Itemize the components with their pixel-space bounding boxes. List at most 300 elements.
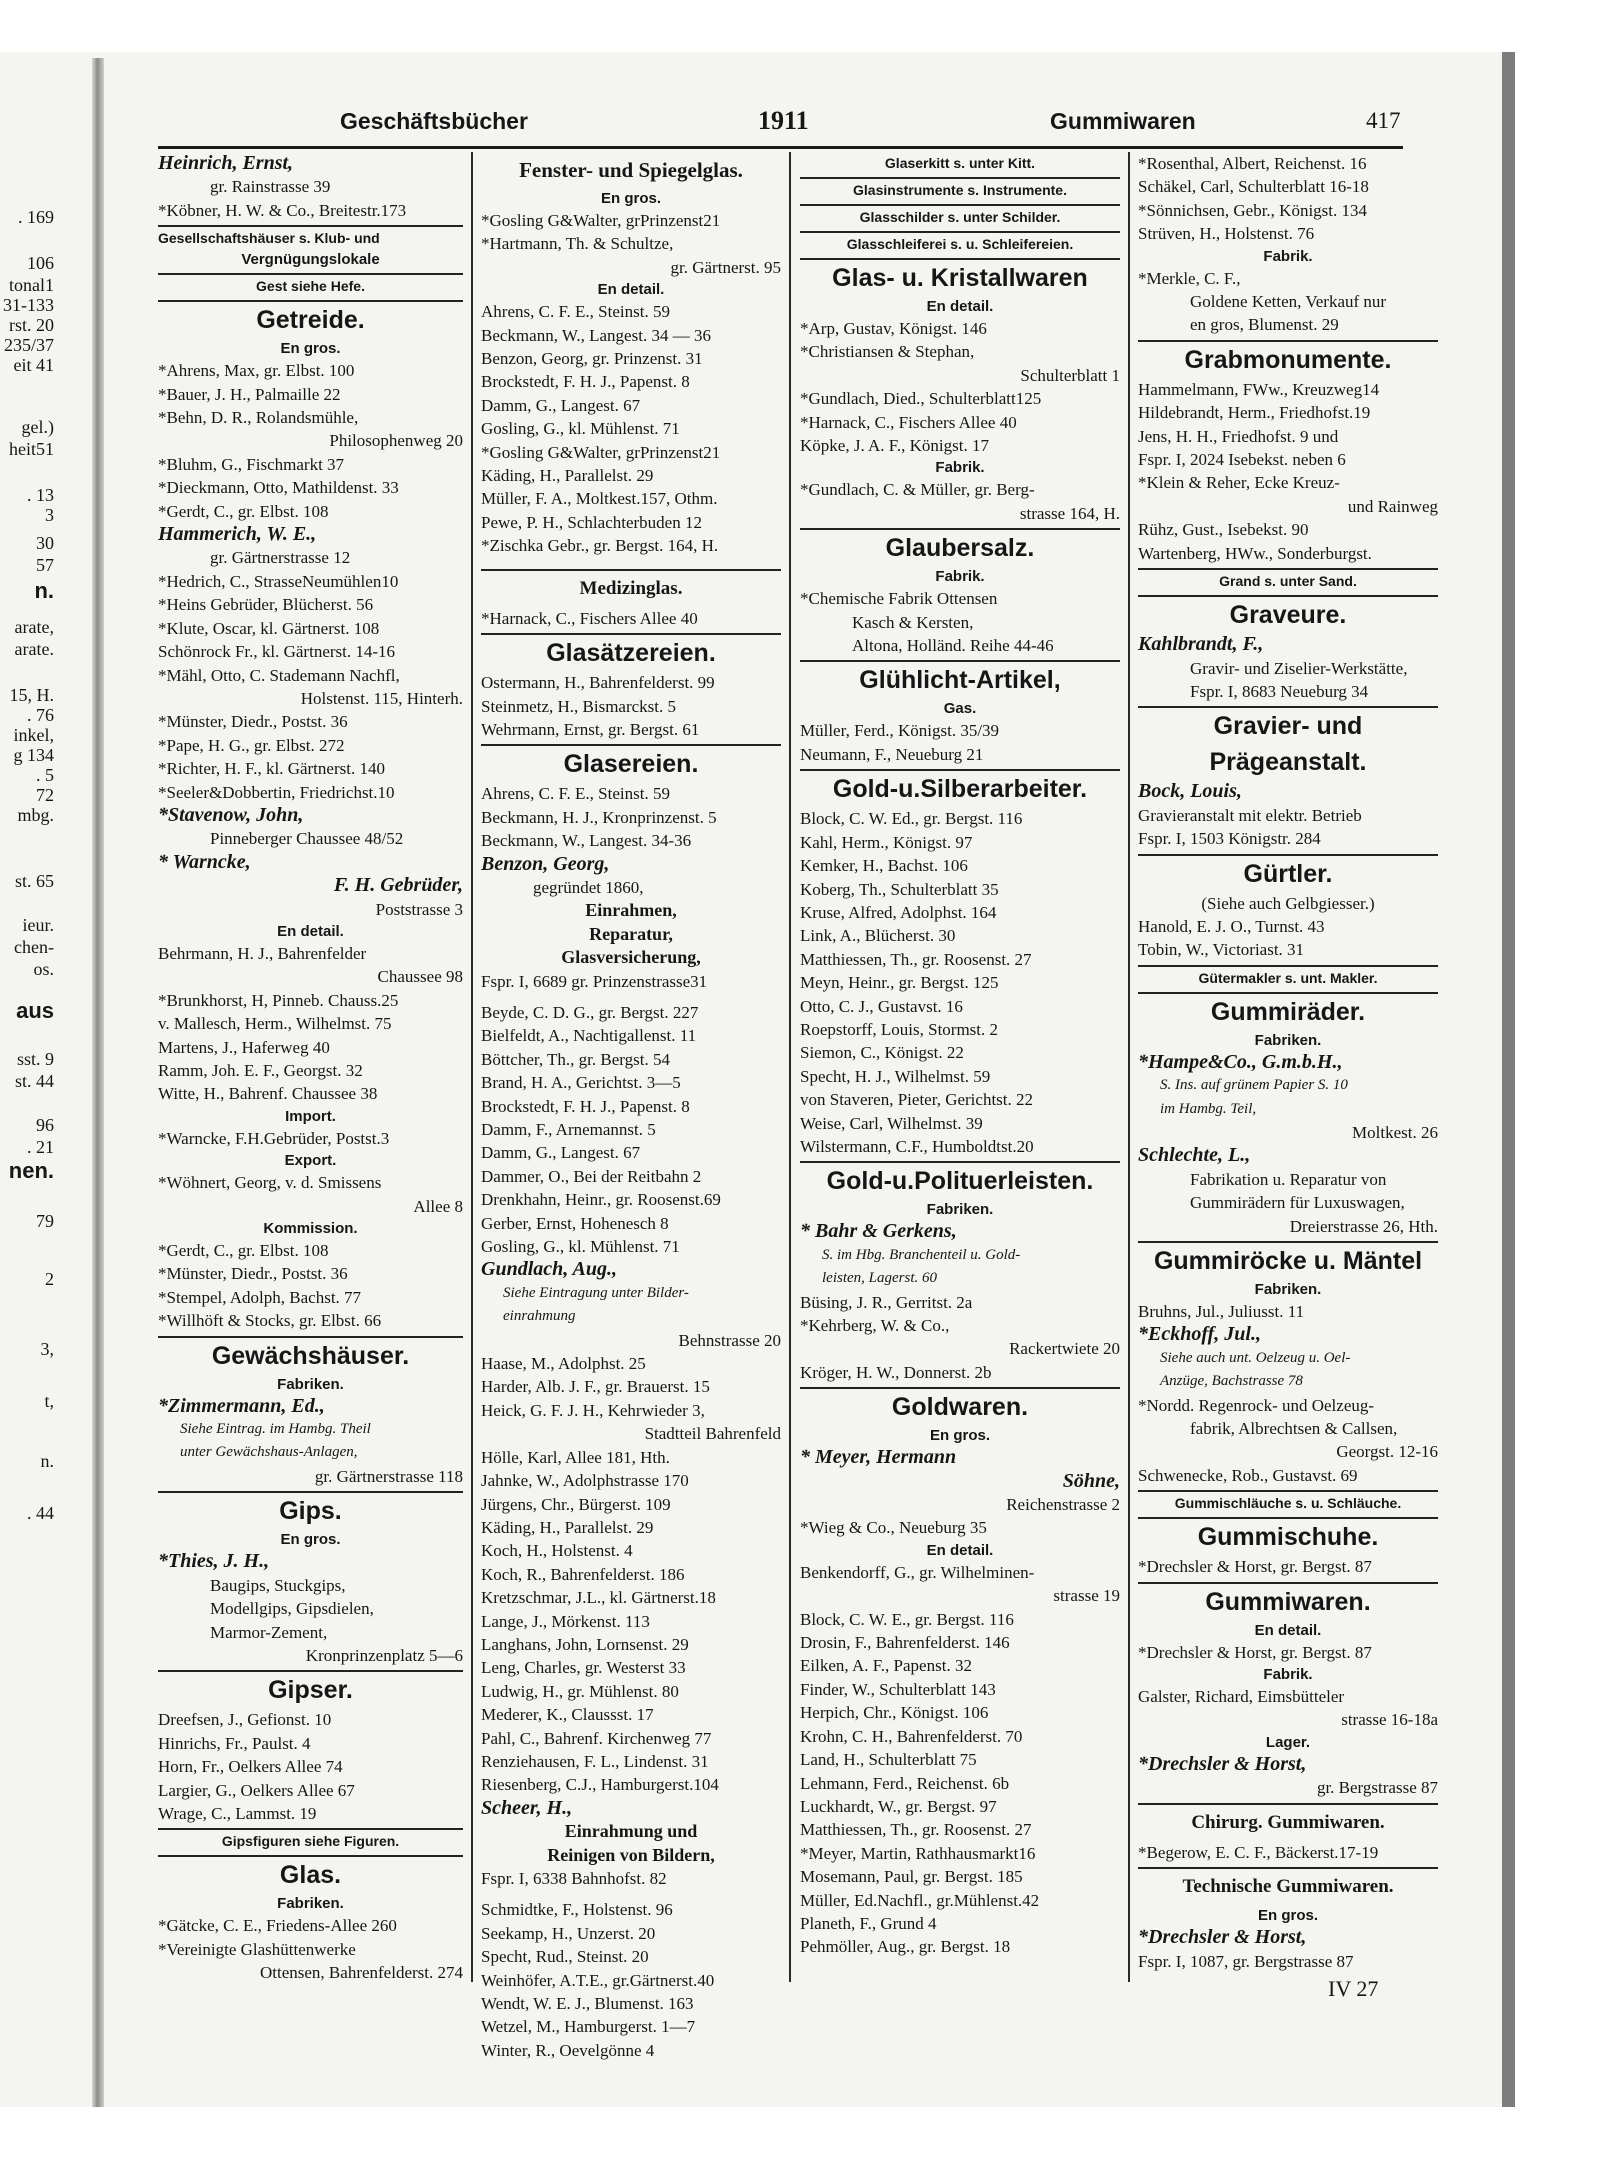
directory-entry: *Harnack, C., Fischers Allee 40 bbox=[481, 608, 698, 628]
subsection-label: En detail. bbox=[277, 922, 344, 940]
featured-company: * Meyer, Hermann bbox=[800, 1446, 957, 1469]
directory-entry: Reichenstrasse 2 bbox=[1006, 1495, 1120, 1515]
featured-company: *Drechsler & Horst, bbox=[1138, 1752, 1307, 1775]
entry-note: unter Gewächshaus-Anlagen, bbox=[180, 1444, 358, 1461]
directory-entry: Poststrasse 3 bbox=[375, 899, 463, 919]
directory-entry: *Arp, Gustav, Königst. 146 bbox=[800, 319, 987, 338]
left-page-fragment: 79 bbox=[36, 1211, 54, 1231]
directory-entry: Gosling, G., kl. Mühlenst. 71 bbox=[481, 1237, 680, 1257]
featured-company: *Zimmermann, Ed., bbox=[158, 1394, 325, 1417]
directory-entry: Galster, Richard, Eimsbütteler bbox=[1138, 1687, 1345, 1707]
subsection-label: Vergnügungslokale bbox=[241, 251, 380, 269]
directory-entry: Luckhardt, W., gr. Bergst. 97 bbox=[800, 1796, 997, 1816]
directory-entry: Hammelmann, FWw., Kreuzweg14 bbox=[1138, 379, 1380, 399]
left-page-fragment: 96 bbox=[36, 1115, 54, 1135]
subsection-label: Fabriken. bbox=[1254, 1281, 1322, 1298]
directory-entry: *Meyer, Martin, Rathhausmarkt16 bbox=[800, 1843, 1036, 1863]
subsection-label: En detail. bbox=[926, 298, 994, 315]
directory-entry: Fabrikation u. Reparatur von bbox=[1190, 1169, 1387, 1189]
directory-entry: Drenkhahn, Heinr., gr. Roosenst.69 bbox=[481, 1190, 721, 1210]
directory-entry: *Gerdt, C., gr. Elbst. 108 bbox=[158, 1241, 329, 1261]
directory-entry: Hanold, E. J. O., Turnst. 43 bbox=[1138, 916, 1325, 936]
category-heading: Gravier- und bbox=[1138, 706, 1438, 744]
entry-note: leisten, Lagerst. 60 bbox=[822, 1270, 937, 1287]
directory-entry: Bruhns, Jul., Juliusst. 11 bbox=[1138, 1302, 1305, 1321]
book-gutter bbox=[92, 58, 104, 2107]
left-page-fragment: . 5 bbox=[36, 765, 54, 785]
directory-entry: *Rosenthal, Albert, Reichenst. 16 bbox=[1138, 154, 1367, 173]
directory-entry: gr. Bergstrasse 87 bbox=[1316, 1778, 1438, 1798]
cross-reference: Grand s. unter Sand. bbox=[1138, 568, 1438, 592]
directory-entry: Rackertwiete 20 bbox=[1009, 1339, 1120, 1359]
cross-reference: Gesellschaftshäuser s. Klub- und bbox=[158, 225, 463, 249]
directory-entry: *Harnack, C., Fischers Allee 40 bbox=[800, 412, 1017, 432]
directory-entry: *Bauer, J. H., Palmaille 22 bbox=[158, 384, 341, 404]
directory-entry: Behnstrasse 20 bbox=[678, 1330, 781, 1350]
page-edge-shadow bbox=[1502, 52, 1515, 2107]
directory-entry: Bielfeldt, A., Nachtigallenst. 11 bbox=[481, 1026, 697, 1046]
featured-company: F. H. Gebrüder, bbox=[333, 874, 463, 897]
directory-entry: *Behn, D. R., Rolandsmühle, bbox=[158, 408, 359, 428]
directory-entry: Pehmöller, Aug., gr. Bergst. 18 bbox=[800, 1937, 1011, 1957]
directory-entry: *Köbner, H. W. & Co., Breitestr.173 bbox=[158, 200, 407, 220]
directory-entry: *Gerdt, C., gr. Elbst. 108 bbox=[158, 501, 329, 521]
featured-company: * Bahr & Gerkens, bbox=[800, 1220, 957, 1243]
directory-entry: *Nordd. Regenrock- und Oelzeug- bbox=[1138, 1395, 1375, 1415]
left-page-fragment: os. bbox=[33, 959, 54, 979]
featured-company: Söhne, bbox=[1062, 1469, 1120, 1492]
directory-entry: Ahrens, C. F. E., Steinst. 59 bbox=[481, 302, 670, 322]
column-divider bbox=[471, 152, 473, 1982]
cross-reference: Gummischläuche s. u. Schläuche. bbox=[1138, 1490, 1438, 1514]
directory-entry: *Gosling G&Walter, grPrinzenst21 bbox=[481, 442, 721, 462]
cross-reference: Glaserkitt s. unter Kitt. bbox=[884, 155, 1036, 171]
directory-entry: *Gundlach, C. & Müller, gr. Berg- bbox=[800, 480, 1035, 500]
directory-entry: Eilken, A. F., Papenst. 32 bbox=[800, 1656, 972, 1676]
directory-entry: *Stempel, Adolph, Bachst. 77 bbox=[158, 1287, 362, 1307]
directory-entry: Koch, H., Holstenst. 4 bbox=[481, 1541, 633, 1561]
directory-entry: *Chemische Fabrik Ottensen bbox=[800, 589, 998, 609]
directory-entry: Behrmann, H. J., Bahrenfelder bbox=[158, 943, 367, 963]
directory-entry: Mosemann, Paul, gr. Bergst. 185 bbox=[800, 1867, 1023, 1887]
directory-entry: *Hartmann, Th. & Schultze, bbox=[481, 234, 674, 254]
directory-entry: Fspr. I, 1087, gr. Bergstrasse 87 bbox=[1138, 1951, 1354, 1971]
featured-company: *Thies, J. H., bbox=[158, 1550, 270, 1573]
subsection-label: Lager. bbox=[1265, 1733, 1311, 1751]
directory-entry: Brand, H. A., Gerichtst. 3—5 bbox=[481, 1073, 681, 1093]
directory-entry: strasse 164, H. bbox=[1019, 503, 1120, 523]
category-heading: Technische Gummiwaren. bbox=[1138, 1867, 1438, 1905]
category-heading: Chirurg. Gummiwaren. bbox=[1138, 1803, 1438, 1841]
directory-entry: *Heins Gebrüder, Blücherst. 56 bbox=[158, 595, 374, 615]
left-page-fragment: 106 bbox=[27, 253, 54, 273]
category-heading: Glas. bbox=[158, 1855, 463, 1893]
directory-entry: Link, A., Blücherst. 30 bbox=[800, 926, 956, 946]
page-number: 417 bbox=[1366, 108, 1401, 133]
directory-entry: Fspr. I, 6689 gr. Prinzenstrasse31 bbox=[481, 971, 708, 991]
left-page-fragment: ieur. bbox=[22, 915, 54, 935]
header-rule bbox=[158, 146, 1403, 149]
directory-entry: *Ahrens, Max, gr. Elbst. 100 bbox=[158, 361, 355, 381]
subsection-label: Fabrik. bbox=[1263, 247, 1313, 265]
category-heading: Gummiröcke u. Mäntel bbox=[1138, 1241, 1438, 1279]
directory-entry: Ludwig, H., gr. Mühlenst. 80 bbox=[481, 1681, 679, 1701]
directory-entry: Pewe, P. H., Schlachterbuden 12 bbox=[481, 512, 702, 532]
directory-entry: *Seeler&Dobbertin, Friedrichst.10 bbox=[158, 782, 395, 802]
directory-entry: Jürgens, Chr., Bürgerst. 109 bbox=[481, 1494, 671, 1514]
left-page-fragment: g 134 bbox=[13, 745, 54, 765]
directory-entry: strasse 19 bbox=[1053, 1586, 1120, 1606]
directory-entry: Kronprinzenplatz 5—6 bbox=[305, 1645, 463, 1665]
featured-company: Kahlbrandt, F., bbox=[1138, 633, 1264, 656]
directory-entry: Kahl, Herm., Königst. 97 bbox=[800, 832, 973, 852]
entry-note: Siehe Eintragung unter Bilder- bbox=[503, 1284, 689, 1301]
directory-entry: Brockstedt, F. H. J., Papenst. 8 bbox=[481, 372, 690, 392]
subsection-label: En detail. bbox=[597, 281, 665, 299]
directory-entry: Jens, H. H., Friedhofst. 9 und bbox=[1138, 426, 1339, 446]
directory-entry: Lange, J., Mörkenst. 113 bbox=[481, 1611, 650, 1631]
featured-company: Bock, Louis, bbox=[1138, 780, 1242, 803]
spacer bbox=[481, 993, 781, 1001]
cross-reference: Gütermakler s. unt. Makler. bbox=[1138, 965, 1438, 989]
column-divider bbox=[1128, 152, 1130, 1982]
directory-entry: Lehmann, Ferd., Reichenst. 6b bbox=[800, 1773, 1010, 1793]
category-heading: Gips. bbox=[158, 1491, 463, 1529]
directory-entry: *Drechsler & Horst, gr. Bergst. 87 bbox=[1138, 1557, 1372, 1577]
left-page-fragments bbox=[0, 120, 92, 2000]
directory-entry: Ahrens, C. F. E., Steinst. 59 bbox=[481, 784, 670, 804]
directory-entry: Fspr. I, 8683 Neueburg 34 bbox=[1190, 681, 1369, 701]
directory-entry: Köpke, J. A. F., Königst. 17 bbox=[800, 436, 989, 456]
left-page-fragment: inkel, bbox=[13, 725, 54, 745]
category-heading: Glühlicht-Artikel, bbox=[800, 660, 1120, 698]
directory-entry: Herpich, Chr., Königst. 106 bbox=[800, 1703, 989, 1723]
category-heading: Glas- u. Kristallwaren bbox=[800, 258, 1120, 296]
featured-company: Benzon, Georg, bbox=[481, 852, 610, 875]
cross-reference: Glasschilder s. unter Schilder. bbox=[800, 204, 1120, 228]
directory-entry: Dammer, O., Bei der Reitbahn 2 bbox=[481, 1166, 702, 1186]
left-page-fragment: nen. bbox=[8, 1158, 54, 1183]
directory-entry: Mederer, K., Claussst. 17 bbox=[481, 1705, 654, 1725]
directory-entry: Holstenst. 115, Hinterh. bbox=[300, 688, 463, 708]
directory-entry: von Staveren, Pieter, Gerichtst. 22 bbox=[800, 1090, 1034, 1110]
category-heading: Grabmonumente. bbox=[1138, 340, 1438, 378]
signature-mark: IV 27 bbox=[1328, 1976, 1379, 2001]
directory-entry: *Münster, Diedr., Postst. 36 bbox=[158, 712, 348, 732]
category-heading: Gipser. bbox=[158, 1670, 463, 1708]
category-heading: Goldwaren. bbox=[800, 1387, 1120, 1425]
directory-entry: Fspr. I, 1503 Königstr. 284 bbox=[1138, 829, 1321, 849]
left-page-fragment: aus bbox=[16, 998, 54, 1023]
category-heading: Glaubersalz. bbox=[800, 528, 1120, 566]
directory-entry: *Begerow, E. C. F., Bäckerst.17-19 bbox=[1138, 1842, 1379, 1862]
left-page-fragment: . 169 bbox=[18, 207, 54, 227]
directory-entry: Georgst. 12-16 bbox=[1336, 1442, 1438, 1462]
subsection-label: En detail. bbox=[1254, 1621, 1322, 1639]
directory-entry: en gros, Blumenst. 29 bbox=[1190, 315, 1339, 335]
directory-column-4 bbox=[1138, 152, 1438, 1973]
left-page-fragment: 15, H. bbox=[9, 685, 54, 705]
directory-entry: Siemon, C., Königst. 22 bbox=[800, 1043, 964, 1063]
left-page-fragment: . 13 bbox=[27, 485, 54, 505]
directory-entry: Witte, H., Bahrenf. Chaussee 38 bbox=[158, 1084, 378, 1104]
directory-entry: Damm, F., Arnemannst. 5 bbox=[481, 1120, 656, 1139]
spacer bbox=[481, 1890, 781, 1898]
directory-entry: Goldene Ketten, Verkauf nur bbox=[1190, 292, 1387, 312]
directory-entry: Block, C. W. E., gr. Bergst. 116 bbox=[800, 1609, 1014, 1629]
subsection-label: Fabriken. bbox=[277, 1375, 344, 1393]
header-right-title: Gummiwaren bbox=[1050, 108, 1196, 134]
category-heading: Graveure. bbox=[1138, 595, 1438, 633]
directory-entry: Neumann, F., Neueburg 21 bbox=[800, 744, 984, 764]
subsection-label: Fabriken. bbox=[926, 1201, 994, 1219]
category-heading: Gummiwaren. bbox=[1138, 1582, 1438, 1620]
directory-entry: Hildebrandt, Herm., Friedhofst.19 bbox=[1138, 403, 1371, 423]
left-page-fragment: 30 bbox=[36, 533, 54, 553]
directory-entry: Haase, M., Adolphst. 25 bbox=[481, 1354, 646, 1374]
directory-entry: v. Mallesch, Herm., Wilhelmst. 75 bbox=[158, 1014, 392, 1034]
directory-entry: *Sönnichsen, Gebr., Königst. 134 bbox=[1138, 200, 1368, 220]
directory-entry: Weise, Carl, Wilhelmst. 39 bbox=[800, 1113, 983, 1133]
subsection-label: Fabrik. bbox=[935, 459, 985, 477]
subsection-label: Fabriken. bbox=[1254, 1031, 1322, 1049]
featured-company: Schlechte, L., bbox=[1138, 1144, 1251, 1167]
left-page-fragment: n. bbox=[40, 1451, 54, 1471]
subsection-label: Fabriken. bbox=[277, 1895, 344, 1913]
directory-entry: Beckmann, W., Langest. 34-36 bbox=[481, 831, 692, 851]
directory-entry: Kemker, H., Bachst. 106 bbox=[800, 856, 968, 876]
directory-entry: Land, H., Schulterblatt 75 bbox=[800, 1750, 977, 1770]
featured-company: *Drechsler & Horst, bbox=[1138, 1926, 1307, 1949]
directory-entry: Hölle, Karl, Allee 181, Hth. bbox=[481, 1447, 670, 1467]
featured-company: *Eckhoff, Jul., bbox=[1138, 1323, 1261, 1346]
directory-entry: Leng, Charles, gr. Westerst 33 bbox=[481, 1658, 686, 1678]
directory-entry: *Warncke, F.H.Gebrüder, Postst.3 bbox=[158, 1128, 390, 1148]
directory-entry: Wrage, C., Lammst. 19 bbox=[158, 1803, 317, 1823]
directory-entry: Riesenberg, C.J., Hamburgerst.104 bbox=[481, 1775, 719, 1795]
directory-entry: Martens, J., Haferweg 40 bbox=[158, 1037, 330, 1057]
directory-entry: Moltkest. 26 bbox=[1352, 1122, 1438, 1142]
category-heading: Gewächshäuser. bbox=[158, 1336, 463, 1374]
left-page-fragment: st. 44 bbox=[14, 1071, 54, 1091]
subsection-label: Import. bbox=[285, 1107, 336, 1125]
directory-entry: Schönrock Fr., kl. Gärtnerst. 14-16 bbox=[158, 642, 396, 662]
directory-entry: Kasch & Kersten, bbox=[852, 612, 974, 632]
spacer bbox=[481, 558, 781, 566]
directory-entry: *Münster, Diedr., Postst. 36 bbox=[158, 1264, 348, 1284]
directory-entry: und Rainweg bbox=[1347, 496, 1438, 516]
directory-entry: Largier, G., Oelkers Allee 67 bbox=[158, 1780, 355, 1800]
subsection-label: En gros. bbox=[280, 1531, 341, 1549]
directory-entry: Specht, H. J., Wilhelmst. 59 bbox=[800, 1066, 991, 1086]
directory-entry: *Pape, H. G., gr. Elbst. 272 bbox=[158, 735, 345, 755]
directory-entry: Böttcher, Th., gr. Bergst. 54 bbox=[481, 1049, 670, 1069]
directory-entry: *Hedrich, C., StrasseNeumühlen10 bbox=[158, 571, 399, 591]
featured-company: *Hampe&Co., G.m.b.H., bbox=[1138, 1050, 1343, 1073]
left-page-fragment: mbg. bbox=[17, 805, 54, 825]
category-heading: Glasereien. bbox=[481, 744, 781, 782]
directory-entry: gr. Rainstrasse 39 bbox=[210, 177, 331, 197]
left-page-fragment: gel.) bbox=[21, 417, 54, 437]
header-year: 1911 bbox=[758, 106, 809, 135]
featured-company: Heinrich, Ernst, bbox=[158, 152, 294, 174]
directory-entry: Fspr. I, 2024 Isebekst. neben 6 bbox=[1138, 450, 1346, 470]
entry-note: S. Ins. auf grünem Papier S. 10 bbox=[1160, 1077, 1348, 1094]
entry-note: im Hambg. Teil, bbox=[1160, 1100, 1257, 1117]
directory-entry: Specht, Rud., Steinst. 20 bbox=[481, 1947, 649, 1967]
featured-company: Hammerich, W. E., bbox=[158, 523, 317, 546]
directory-entry: Winter, R., Oevelgönne 4 bbox=[481, 2040, 655, 2060]
subsection-label: Kommission. bbox=[263, 1220, 358, 1238]
left-page-fragment: arate, bbox=[14, 617, 54, 637]
category-heading: Getreide. bbox=[158, 300, 463, 338]
entry-note: Siehe Eintrag. im Hambg. Theil bbox=[180, 1421, 371, 1438]
cross-reference: Glasschleiferei s. u. Schleifereien. bbox=[800, 231, 1120, 255]
directory-entry: Ostermann, H., Bahrenfelderst. 99 bbox=[481, 673, 715, 693]
directory-entry: *Vereinigte Glashüttenwerke bbox=[158, 1939, 356, 1959]
directory-entry: Wehrmann, Ernst, gr. Bergst. 61 bbox=[481, 719, 700, 739]
category-heading: Prägeanstalt. bbox=[1209, 748, 1367, 777]
left-page-fragment: arate. bbox=[14, 639, 54, 659]
directory-entry: Käding, H., Parallelst. 29 bbox=[481, 1517, 654, 1537]
directory-entry: Strüven, H., Holstenst. 76 bbox=[1138, 224, 1315, 244]
category-heading: Fenster- und Spiegelglas. bbox=[519, 158, 743, 182]
directory-entry: Schmidtke, F., Holstenst. 96 bbox=[481, 1900, 673, 1920]
header-left-title: Geschäftsbücher bbox=[340, 108, 528, 134]
directory-entry: *Mähl, Otto, C. Stademann Nachfl, bbox=[158, 665, 400, 685]
directory-entry: Gosling, G., kl. Mühlenst. 71 bbox=[481, 419, 680, 439]
left-page-fragment: n. bbox=[34, 578, 54, 603]
directory-entry: Wilstermann, C.F., Humboldtst.20 bbox=[800, 1136, 1034, 1156]
column-divider bbox=[789, 152, 791, 1982]
left-page-fragment: chen- bbox=[14, 937, 54, 957]
directory-entry: Pahl, C., Bahrenf. Kirchenweg 77 bbox=[481, 1728, 712, 1748]
subsection-label: En detail. bbox=[926, 1541, 994, 1559]
left-page-fragment: . 44 bbox=[27, 1503, 54, 1523]
directory-entry: *Gätcke, C. E., Friedens-Allee 260 bbox=[158, 1916, 397, 1936]
featured-company: Gundlach, Aug., bbox=[481, 1258, 617, 1281]
cross-reference: Glasinstrumente s. Instrumente. bbox=[800, 177, 1120, 201]
featured-company: Scheer, H., bbox=[481, 1796, 573, 1819]
directory-entry: gr. Gärtnerst. 95 bbox=[670, 257, 781, 277]
subsection-label: En gros. bbox=[929, 1427, 990, 1445]
category-heading: Glasätzereien. bbox=[481, 633, 781, 671]
directory-entry: Stadtteil Bahrenfeld bbox=[644, 1424, 781, 1444]
entry-note: Anzüge, Bachstrasse 78 bbox=[1160, 1373, 1303, 1390]
directory-entry: Dreefsen, J., Gefionst. 10 bbox=[158, 1710, 332, 1730]
left-page-fragment: eit 41 bbox=[13, 355, 54, 375]
directory-entry: *Merkle, C. F., bbox=[1138, 268, 1241, 288]
category-heading: Gürtler. bbox=[1138, 854, 1438, 892]
category-heading: Gold-u.Polituerleisten. bbox=[800, 1161, 1120, 1199]
directory-column-3 bbox=[800, 152, 1120, 1959]
directory-entry: Gerber, Ernst, Hohenesch 8 bbox=[481, 1213, 669, 1233]
directory-entry: Allee 8 bbox=[413, 1196, 463, 1216]
subsection-label: Fabrik. bbox=[1263, 1666, 1313, 1684]
left-page-fragment: 3 bbox=[45, 505, 54, 525]
directory-entry: Modellgips, Gipsdielen, bbox=[210, 1599, 374, 1619]
directory-entry: *Kehrberg, W. & Co., bbox=[800, 1316, 950, 1335]
left-page-fragment: 235/37 bbox=[3, 335, 54, 355]
left-page-fragment: tonal1 bbox=[9, 275, 54, 295]
directory-entry: Seekamp, H., Unzerst. 20 bbox=[481, 1923, 656, 1943]
left-page-fragment: heit51 bbox=[9, 439, 54, 459]
directory-entry: Finder, W., Schulterblatt 143 bbox=[800, 1679, 996, 1699]
cross-reference: Gest siehe Hefe. bbox=[158, 273, 463, 297]
subsection-label: En gros. bbox=[1257, 1907, 1318, 1925]
directory-entry: Heick, G. F. J. H., Kehrwieder 3, bbox=[481, 1400, 705, 1420]
left-page-fragment: . 76 bbox=[27, 705, 54, 725]
directory-entry: Fspr. I, 6338 Bahnhofst. 82 bbox=[481, 1869, 667, 1888]
directory-entry: Koch, R., Bahrenfelderst. 186 bbox=[481, 1564, 685, 1584]
directory-entry: Hinrichs, Fr., Paulst. 4 bbox=[158, 1733, 311, 1753]
directory-entry: *Christiansen & Stephan, bbox=[800, 342, 975, 362]
directory-entry: *Klute, Oscar, kl. Gärtnerst. 108 bbox=[158, 618, 380, 638]
directory-entry: *Drechsler & Horst, gr. Bergst. 87 bbox=[1138, 1642, 1372, 1662]
directory-entry: Weinhöfer, A.T.E., gr.Gärtnerst.40 bbox=[481, 1970, 715, 1990]
subsection-label: Fabrik. bbox=[935, 568, 985, 586]
directory-entry: Gravir- und Ziselier-Werkstätte, bbox=[1190, 658, 1408, 678]
directory-entry: Philosophenweg 20 bbox=[329, 431, 463, 451]
directory-entry: gegründet 1860, bbox=[533, 877, 644, 897]
subsection-label: En gros. bbox=[280, 340, 341, 358]
left-page-fragment: 3, bbox=[40, 1339, 54, 1359]
directory-entry: Gummirädern für Luxuswagen, bbox=[1190, 1193, 1405, 1213]
directory-entry: Roepstorff, Louis, Stormst. 2 bbox=[800, 1019, 999, 1039]
advert-line: Reinigen von Bildern, bbox=[547, 1844, 715, 1865]
advert-line: Einrahmung und bbox=[564, 1821, 698, 1842]
directory-entry: Matthiessen, Th., gr. Roosenst. 27 bbox=[800, 1820, 1032, 1840]
directory-entry: strasse 16-18a bbox=[1341, 1710, 1438, 1730]
directory-entry: Matthiessen, Th., gr. Roosenst. 27 bbox=[800, 949, 1032, 969]
entry-note: Siehe auch unt. Oelzeug u. Oel- bbox=[1160, 1349, 1351, 1366]
directory-entry: (Siehe auch Gelbgiesser.) bbox=[1201, 893, 1375, 913]
directory-entry: Horn, Fr., Oelkers Allee 74 bbox=[158, 1757, 343, 1777]
directory-entry: Beckmann, W., Langest. 34 — 36 bbox=[481, 325, 711, 345]
category-heading: Gold-u.Silberarbeiter. bbox=[800, 769, 1120, 807]
directory-entry: Wendt, W. E. J., Blumenst. 163 bbox=[481, 1994, 694, 2014]
directory-entry: Meyn, Heinr., gr. Bergst. 125 bbox=[800, 973, 999, 993]
directory-entry: gr. Gärtnerstrasse 118 bbox=[314, 1466, 463, 1486]
directory-entry: Brockstedt, F. H. J., Papenst. 8 bbox=[481, 1096, 690, 1116]
directory-entry: Schwenecke, Rob., Gustavst. 69 bbox=[1138, 1465, 1358, 1485]
advert-line: Reparatur, bbox=[589, 923, 673, 944]
directory-entry: *Gundlach, Died., Schulterblatt125 bbox=[800, 389, 1042, 409]
directory-entry: Rühz, Gust., Isebekst. 90 bbox=[1138, 520, 1309, 540]
directory-entry: Benzon, Georg, gr. Prinzenst. 31 bbox=[481, 349, 703, 369]
directory-entry: Dreierstrasse 26, Hth. bbox=[1289, 1216, 1438, 1236]
directory-entry: Baugips, Stuckgips, bbox=[210, 1575, 346, 1595]
directory-entry: *Klein & Reher, Ecke Kreuz- bbox=[1138, 473, 1340, 493]
entry-note: S. im Hbg. Branchenteil u. Gold- bbox=[822, 1246, 1021, 1263]
directory-entry: *Wieg & Co., Neueburg 35 bbox=[800, 1518, 987, 1538]
directory-entry: Benkendorff, G., gr. Wilhelminen- bbox=[800, 1562, 1035, 1582]
directory-entry: Kröger, H. W., Donnerst. 2b bbox=[800, 1362, 992, 1382]
directory-entry: Ottensen, Bahrenfelderst. 274 bbox=[260, 1963, 463, 1983]
left-page-fragment: st. 65 bbox=[14, 871, 54, 891]
directory-entry: Damm, G., Langest. 67 bbox=[481, 1143, 641, 1163]
directory-entry: Damm, G., Langest. 67 bbox=[481, 395, 641, 415]
directory-entry: Krohn, C. H., Bahrenfelderst. 70 bbox=[800, 1726, 1023, 1746]
directory-entry: Altona, Holländ. Reihe 44-46 bbox=[852, 636, 1054, 656]
directory-column-2 bbox=[481, 152, 781, 2062]
directory-entry: Schäkel, Carl, Schulterblatt 16-18 bbox=[1138, 177, 1369, 197]
directory-entry: Block, C. W. Ed., gr. Bergst. 116 bbox=[800, 809, 1023, 829]
left-page-fragment: 57 bbox=[36, 555, 54, 575]
advert-line: Glasversicherung, bbox=[561, 947, 701, 968]
directory-entry: Büsing, J. R., Gerritst. 2a bbox=[800, 1292, 973, 1312]
advert-line: Einrahmen, bbox=[585, 900, 677, 921]
